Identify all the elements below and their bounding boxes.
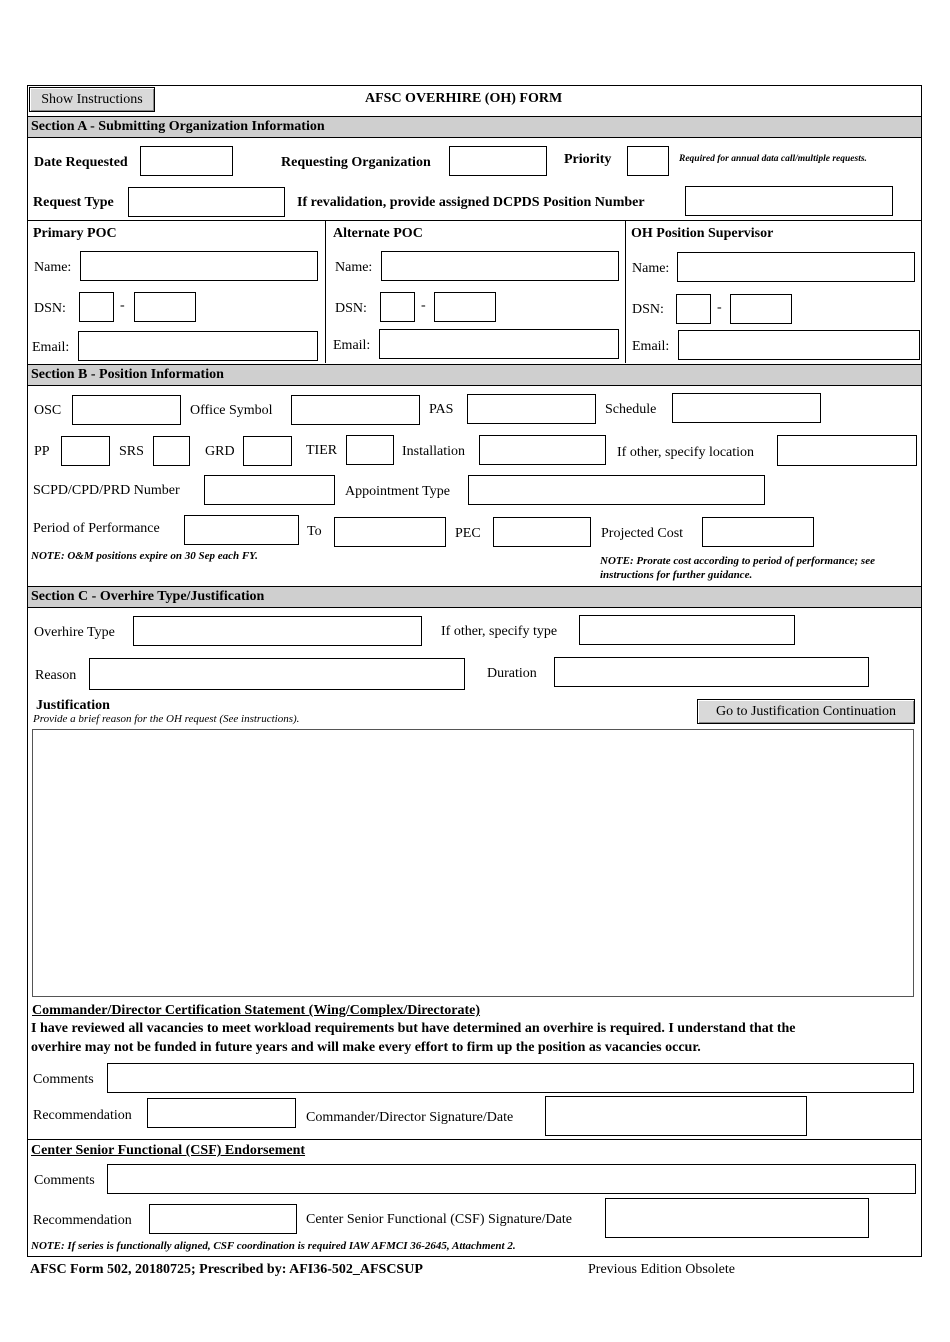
form-title: AFSC OVERHIRE (OH) FORM <box>365 91 563 106</box>
projected-cost-input[interactable] <box>702 517 814 547</box>
period-label: Period of Performance <box>33 521 160 536</box>
grd-label: GRD <box>205 444 235 459</box>
alternate-email-input[interactable] <box>379 329 619 359</box>
primary-dsn-dash: - <box>120 298 125 313</box>
primary-dsn-label: DSN: <box>34 301 66 316</box>
om-note: NOTE: O&M positions expire on 30 Sep each FY. <box>31 550 258 562</box>
supervisor-name-label: Name: <box>632 261 670 276</box>
alternate-dsn-number-input[interactable] <box>434 292 496 322</box>
request-type-input[interactable] <box>128 187 285 217</box>
other-type-label: If other, specify type <box>441 624 558 639</box>
date-requested-label: Date Requested <box>34 155 128 170</box>
alternate-dsn-dash: - <box>421 298 426 313</box>
osc-input[interactable] <box>72 395 181 425</box>
primary-email-label: Email: <box>32 340 70 355</box>
cert-text-line2: overhire may not be funded in future years and will make every effort to firm up the position as vacancies occur. <box>31 1040 701 1055</box>
poc-divider-1 <box>325 220 326 363</box>
cmd-signature-label: Commander/Director Signature/Date <box>306 1110 514 1125</box>
pec-label: PEC <box>455 526 481 541</box>
scpd-input[interactable] <box>204 475 335 505</box>
pp-input[interactable] <box>61 436 110 466</box>
alternate-name-input[interactable] <box>381 251 619 281</box>
dcpds-position-input[interactable] <box>685 186 893 216</box>
alternate-dsn-prefix-input[interactable] <box>380 292 415 322</box>
section-c-title: Section C - Overhire Type/Justification <box>31 589 265 604</box>
csf-recommendation-input[interactable] <box>149 1204 297 1234</box>
schedule-input[interactable] <box>672 393 821 423</box>
csf-signature-label: Center Senior Functional (CSF) Signature/Date <box>306 1212 572 1227</box>
supervisor-email-input[interactable] <box>678 330 920 360</box>
pas-input[interactable] <box>467 394 596 424</box>
supervisor-dsn-dash: - <box>717 300 722 315</box>
to-label: To <box>307 524 322 539</box>
primary-poc-label: Primary POC <box>33 226 117 241</box>
poc-top-rule <box>28 220 921 221</box>
requesting-org-input[interactable] <box>449 146 547 176</box>
tier-label: TIER <box>306 443 338 458</box>
srs-input[interactable] <box>153 436 190 466</box>
alternate-email-label: Email: <box>333 338 371 353</box>
supervisor-dsn-prefix-input[interactable] <box>676 294 711 324</box>
cmd-comments-input[interactable] <box>107 1063 914 1093</box>
cert-text-line1: I have reviewed all vacancies to meet workload requirements but have determined an overhire is required. I understand that the <box>31 1021 796 1036</box>
section-b-header <box>28 364 921 386</box>
reason-label: Reason <box>35 668 77 683</box>
overhire-type-label: Overhire Type <box>34 625 115 640</box>
duration-input[interactable] <box>554 657 869 687</box>
primary-email-input[interactable] <box>78 331 318 361</box>
srs-label: SRS <box>119 444 144 459</box>
cmd-recommendation-label: Recommendation <box>33 1108 132 1123</box>
csf-comments-input[interactable] <box>107 1164 916 1194</box>
poc-divider-2 <box>625 220 626 363</box>
overhire-type-input[interactable] <box>133 616 422 646</box>
alternate-name-label: Name: <box>335 260 373 275</box>
date-requested-input[interactable] <box>140 146 233 176</box>
csf-note: NOTE: If series is functionally aligned, CSF coordination is required IAW AFMCI 36-2645, Attachment 2. <box>31 1240 516 1252</box>
justification-textarea[interactable] <box>32 729 914 997</box>
cmd-comments-label: Comments <box>33 1072 94 1087</box>
request-type-label: Request Type <box>33 195 114 210</box>
cmd-signature-input[interactable] <box>545 1096 807 1136</box>
primary-dsn-prefix-input[interactable] <box>79 292 114 322</box>
priority-note: Required for annual data call/multiple requests. <box>679 154 867 164</box>
office-symbol-label: Office Symbol <box>190 403 273 418</box>
justification-continuation-button[interactable]: Go to Justification Continuation <box>697 699 915 724</box>
revalidation-label: If revalidation, provide assigned DCPDS Position Number <box>297 195 645 210</box>
office-symbol-input[interactable] <box>291 395 420 425</box>
period-end-input[interactable] <box>334 517 446 547</box>
prorate-note-line2: instructions for further guidance. <box>600 569 753 581</box>
pec-input[interactable] <box>493 517 591 547</box>
section-c-header <box>28 586 921 608</box>
scpd-label: SCPD/CPD/PRD Number <box>33 483 180 498</box>
csf-recommendation-label: Recommendation <box>33 1213 132 1228</box>
grd-input[interactable] <box>243 436 292 466</box>
primary-name-label: Name: <box>34 260 72 275</box>
justification-label: Justification <box>36 698 110 713</box>
appointment-type-input[interactable] <box>468 475 765 505</box>
appointment-type-label: Appointment Type <box>345 484 450 499</box>
primary-name-input[interactable] <box>80 251 318 281</box>
oh-supervisor-label: OH Position Supervisor <box>631 226 774 241</box>
footer-obsolete: Previous Edition Obsolete <box>588 1262 735 1277</box>
prorate-note-line1: NOTE: Prorate cost according to period of performance; see <box>600 555 875 567</box>
pas-label: PAS <box>429 402 454 417</box>
reason-input[interactable] <box>89 658 465 690</box>
supervisor-name-input[interactable] <box>677 252 915 282</box>
priority-label: Priority <box>564 152 612 167</box>
section-a-title: Section A - Submitting Organization Information <box>31 119 325 134</box>
schedule-label: Schedule <box>605 402 657 417</box>
other-location-input[interactable] <box>777 435 917 466</box>
tier-input[interactable] <box>346 435 394 465</box>
requesting-org-label: Requesting Organization <box>281 155 431 170</box>
other-location-label: If other, specify location <box>617 445 755 460</box>
csf-top-rule <box>28 1139 921 1140</box>
projected-cost-label: Projected Cost <box>601 526 684 541</box>
section-a-header <box>28 116 921 138</box>
justification-hint: Provide a brief reason for the OH request (See instructions). <box>33 713 300 725</box>
installation-label: Installation <box>402 444 465 459</box>
primary-dsn-number-input[interactable] <box>134 292 196 322</box>
supervisor-dsn-label: DSN: <box>632 302 664 317</box>
alternate-dsn-label: DSN: <box>335 301 367 316</box>
installation-input[interactable] <box>479 435 606 465</box>
cert-title: Commander/Director Certification Statement (Wing/Complex/Directorate) <box>32 1003 481 1018</box>
csf-title: Center Senior Functional (CSF) Endorsement <box>31 1143 306 1158</box>
priority-input[interactable] <box>627 146 669 176</box>
show-instructions-button[interactable]: Show Instructions <box>29 87 155 112</box>
alternate-poc-label: Alternate POC <box>333 226 423 241</box>
pp-label: PP <box>34 444 50 459</box>
section-b-title: Section B - Position Information <box>31 367 224 382</box>
cmd-recommendation-input[interactable] <box>147 1098 296 1128</box>
csf-comments-label: Comments <box>34 1173 95 1188</box>
footer-form-id: AFSC Form 502, 20180725; Prescribed by: AFI36-502_AFSCSUP <box>30 1262 423 1277</box>
osc-label: OSC <box>34 403 62 418</box>
csf-signature-input[interactable] <box>605 1198 869 1238</box>
supervisor-dsn-number-input[interactable] <box>730 294 792 324</box>
other-type-input[interactable] <box>579 615 795 645</box>
duration-label: Duration <box>487 666 537 681</box>
supervisor-email-label: Email: <box>632 339 670 354</box>
period-start-input[interactable] <box>184 515 299 545</box>
